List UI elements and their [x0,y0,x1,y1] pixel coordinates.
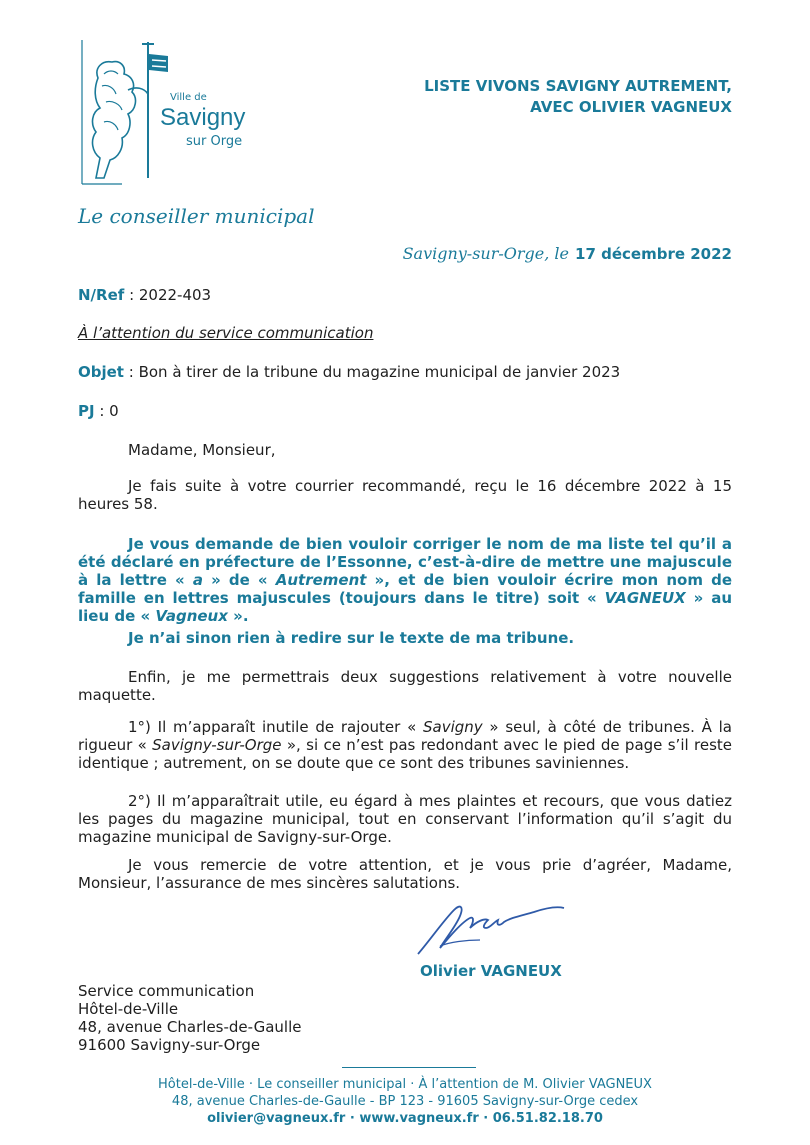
paragraph-1: Je fais suite à votre courrier recommandé, reçu le 16 décembre 2022 à 15 heures 58. [78,477,732,513]
list-name-header [380,76,732,118]
city-logo [76,38,246,188]
footer-line1: Hôtel-de-Ville · Le conseiller municipal · À l’attention de M. Olivier VAGNEUX [158,1077,652,1092]
pj-value: : 0 [94,402,119,420]
paragraph-7: Je vous remercie de votre attention, et je vous prie d’agréer, Madame, Monsieur, l’assurance de mes sincères salutations. [78,856,732,892]
footer [0,1076,810,1127]
handwritten-signature [410,896,570,964]
paragraph-2: Je vous demande de bien vouloir corriger le nom de ma liste tel qu’il a été déclaré en préfecture de l’Essonne, c’est-à-dire de mettre une majuscule à la lettre « a » de « Autrement », et de bien vouloir écrire mon nom de famille en lettres majuscules (toujours dans le titre) soit « VAGNEUX » au lieu de « Vagneux ». [78,535,733,625]
paragraph-3: Je n’ai sinon rien à redire sur le texte de ma tribune. [128,629,575,647]
footer-line2: 48, avenue Charles-de-Gaulle - BP 123 - 91605 Savigny-sur-Orge cedex [171,1094,639,1109]
footer-contact[interactable]: olivier@vagneux.fr · www.vagneux.fr · 06.51.82.18.70 [207,1111,603,1126]
address-line4: 91600 Savigny-sur-Orge [78,1036,261,1054]
logo-text-sur-orge: sur Orge [186,134,243,149]
date-line [403,244,732,263]
ref-value: : 2022-403 [124,286,212,304]
footer-divider [342,1067,476,1068]
reference-line [78,286,211,304]
role-title: Le conseiller municipal [78,204,315,228]
logo-text-savigny: Savigny [160,104,246,131]
address-line3: 48, avenue Charles-de-Gaulle [78,1018,302,1036]
objet-label: Objet [78,363,124,381]
paragraph-5: 1°) Il m’apparaît inutile de rajouter « Savigny » seul, à côté de tribunes. À la rigueur « Savigny-sur-Orge », si ce n’est pas redondant avec le pied de page s’il reste identique ; autrement, on se doute que ce sont des tribunes saviniennes. [78,718,732,772]
letter-date: 17 décembre 2022 [575,245,732,263]
address-line1: Service communication [78,982,255,1000]
salutation: Madame, Monsieur, [128,441,276,459]
paragraph-4: Enfin, je me permettrais deux suggestions relativement à votre nouvelle maquette. [78,668,732,704]
list-name-line2: AVEC OLIVIER VAGNEUX [530,98,732,116]
pj-label: PJ [78,402,95,420]
logo-text-ville-de: Ville de [170,92,207,103]
date-place: Savigny-sur-Orge, le [402,244,570,263]
address-line2: Hôtel-de-Ville [78,1000,179,1018]
pj-line [78,402,119,420]
list-name-line1: LISTE VIVONS SAVIGNY AUTREMENT, [424,77,732,95]
objet-value: : Bon à tirer de la tribune du magazine municipal de janvier 2023 [123,363,621,381]
recipient-address [78,982,302,1054]
paragraph-6: 2°) Il m’apparaîtrait utile, eu égard à mes plaintes et recours, que vous datiez les pages du magazine municipal, tout en conservant l’information qu’il s’agit du magazine municipal de Savigny-sur-Orge. [78,792,732,846]
ref-label: N/Ref [78,286,125,304]
signer-name: Olivier VAGNEUX [420,962,562,980]
objet-line [78,363,620,381]
attention-line: À l’attention du service communication [78,324,374,342]
